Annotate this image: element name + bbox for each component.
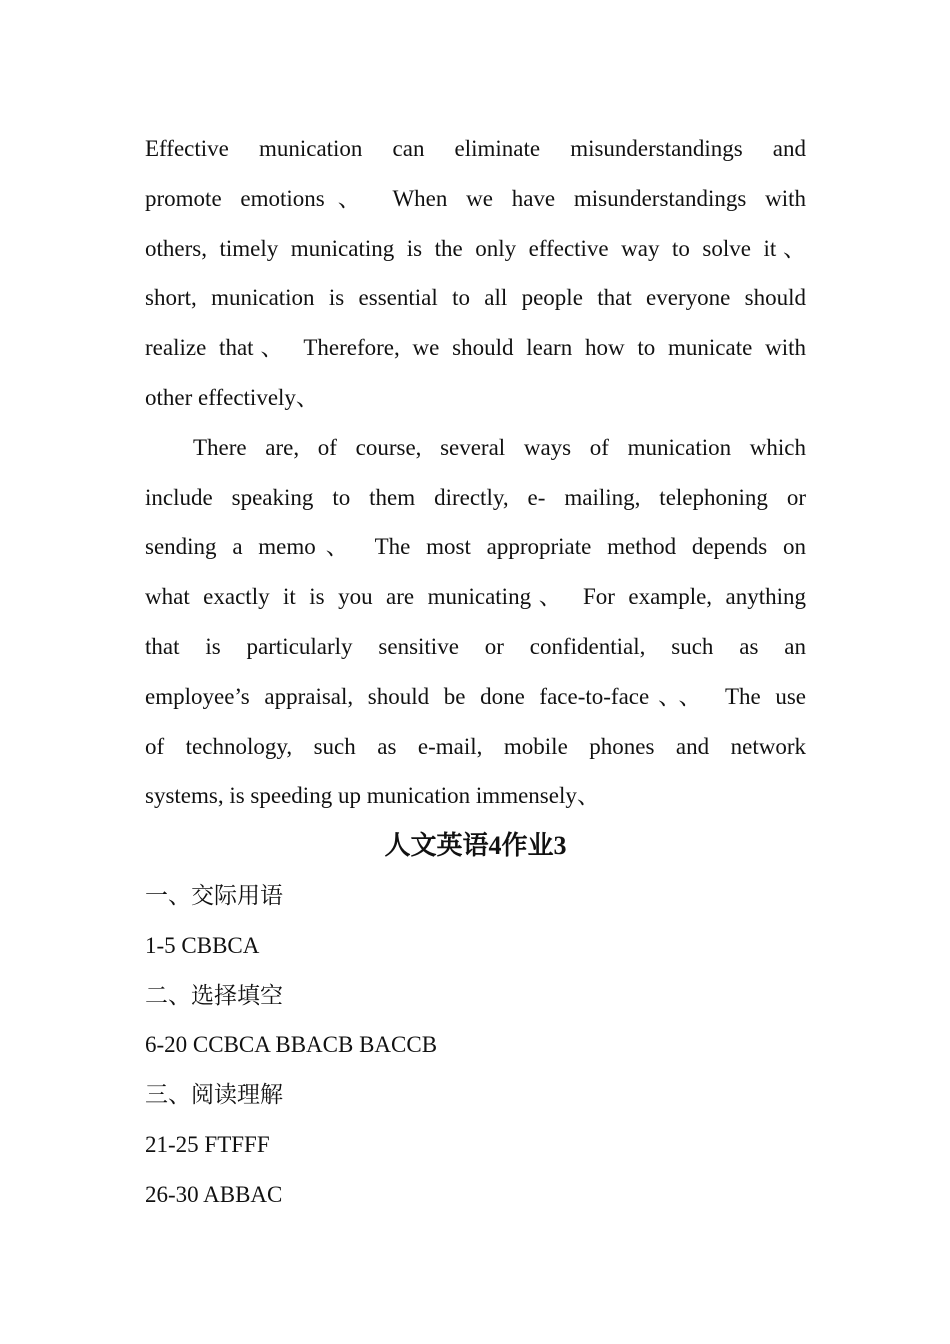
text-line: systems, is speeding up munication immensely、 (145, 783, 600, 809)
answer-key (145, 871, 806, 1220)
text-line: others, timely municating is the only effective way to solve it、 (145, 235, 806, 261)
section-title: 人文英语4作业3 (384, 831, 567, 861)
answer-line: 21-25 FTFFF (145, 1131, 270, 1157)
text-line: promote emotions、 When we have misunderstandings with (145, 185, 806, 211)
text-line: There are, of course, several ways of munication which (193, 434, 806, 460)
text-line: what exactly it is you are municating、 For example, anything (145, 584, 806, 610)
text-line: realize that、 Therefore, we should learn how to municate with (145, 335, 806, 361)
text-line: of technology, such as e-mail, mobile phones and network (145, 733, 806, 759)
paragraph-communication-importance (145, 124, 806, 423)
document-page (145, 124, 806, 1220)
text-line: employee’s appraisal, should be done face-to-face、、 The use (145, 683, 806, 709)
answer-heading: 三、阅读理解 (145, 1082, 283, 1108)
text-line: Effective munication can eliminate misunderstandings and (145, 136, 806, 161)
answer-heading: 一、交际用语 (145, 882, 283, 908)
text-line: sending a memo、 The most appropriate method depends on (145, 534, 806, 560)
paragraph-communication-methods (145, 423, 806, 821)
answer-heading: 二、选择填空 (145, 982, 283, 1008)
answer-line: 1-5 CBBCA (145, 932, 260, 958)
text-line: short, munication is essential to all people that everyone should (145, 285, 806, 311)
answer-line: 6-20 CCBCA BBACB BACCB (145, 1032, 438, 1058)
answer-line: 26-30 ABBAC (145, 1181, 283, 1207)
text-line: that is particularly sensitive or confidential, such as an (145, 633, 806, 659)
text-line: include speaking to them directly, e- mailing, telephoning or (145, 484, 806, 510)
text-line: other effectively、 (145, 384, 319, 410)
